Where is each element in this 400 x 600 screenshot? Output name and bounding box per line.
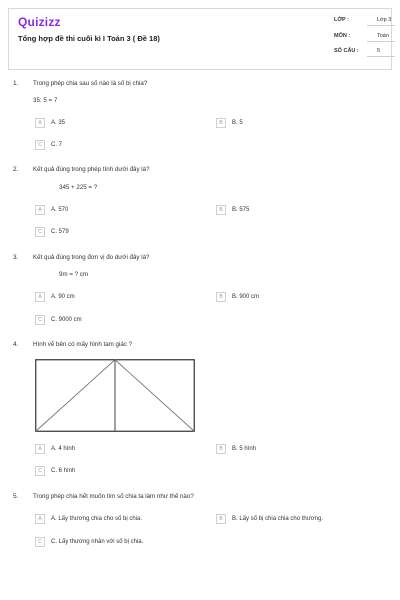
option-text: B. 5 hình — [232, 445, 257, 452]
option-letter-box: A — [35, 514, 45, 524]
option-a[interactable] — [35, 117, 65, 128]
option-c[interactable] — [35, 314, 82, 325]
option-letter-box: A — [35, 292, 45, 302]
option-c[interactable] — [35, 536, 143, 547]
meta-value-class: Lớp 3 — [367, 17, 395, 26]
option-text: B. 900 cm — [232, 293, 260, 300]
option-letter-box: B — [216, 292, 226, 302]
option-a[interactable] — [35, 513, 142, 524]
question-text: Hình vẽ bên có mấy hình tam giác ? — [33, 341, 133, 348]
question-number: 3. — [13, 254, 19, 261]
meta-value-subject: Toán — [367, 33, 395, 42]
quizizz-logo: Quizizz — [18, 15, 61, 29]
option-text: C. 579 — [51, 228, 69, 235]
option-letter-box: A — [35, 118, 45, 128]
option-text: C. 6 hình — [51, 467, 76, 474]
option-letter-box: A — [35, 444, 45, 454]
option-c[interactable] — [35, 139, 62, 150]
option-b[interactable] — [216, 513, 323, 524]
triangle-figure — [35, 359, 195, 432]
meta-label-question-count: SỐ CÂU : — [334, 48, 359, 54]
worksheet-header — [8, 8, 392, 70]
option-b[interactable] — [216, 117, 243, 128]
question-expression: 35: 5 = 7 — [33, 97, 58, 104]
option-text: B. 5 — [232, 119, 243, 126]
question-number: 4. — [13, 341, 19, 348]
option-letter-box: C — [35, 537, 45, 547]
question-number: 2. — [13, 166, 19, 173]
option-text: A. 90 cm — [51, 293, 75, 300]
meta-label-subject: MÔN : — [334, 33, 351, 39]
meta-label-class: LỚP : — [334, 17, 349, 23]
option-a[interactable] — [35, 291, 75, 302]
question-number: 5. — [13, 493, 19, 500]
option-letter-box: B — [216, 444, 226, 454]
option-b[interactable] — [216, 204, 249, 215]
question-expression: 345 + 225 = ? — [59, 184, 98, 191]
option-text: A. 4 hình — [51, 445, 76, 452]
figure-left-diagonal — [36, 360, 115, 432]
option-text: A. Lấy thương chia cho số bị chia. — [51, 515, 143, 522]
option-text: B. 575 — [232, 206, 250, 213]
question-text: Trong phép chia hết muốn tìm số chia ta làm như thế nào? — [33, 493, 194, 500]
question-text: Kết quả đúng trong đơn vị đo dưới đây là? — [33, 254, 150, 261]
question-text: Kết quả đúng trong phép tính dưới đây là? — [33, 166, 150, 173]
option-b[interactable] — [216, 443, 256, 454]
figure-right-diagonal — [115, 360, 194, 432]
option-letter-box: B — [216, 514, 226, 524]
option-letter-box: C — [35, 466, 45, 476]
option-a[interactable] — [35, 443, 75, 454]
option-c[interactable] — [35, 465, 75, 476]
question-expression: 9m = ? cm — [59, 271, 89, 278]
option-letter-box: B — [216, 205, 226, 215]
option-text: C. 9000 cm — [51, 316, 82, 323]
option-letter-box: A — [35, 205, 45, 215]
option-text: A. 35 — [51, 119, 66, 126]
option-letter-box: B — [216, 118, 226, 128]
question-text: Trong phép chia sau số nào là số bị chia? — [33, 80, 148, 87]
question-number: 1. — [13, 80, 19, 87]
option-text: B. Lấy số bị chia chia cho thương. — [232, 515, 324, 522]
option-a[interactable] — [35, 204, 68, 215]
option-letter-box: C — [35, 315, 45, 325]
meta-value-question-count: 5 — [367, 48, 395, 57]
option-c[interactable] — [35, 226, 69, 237]
worksheet-title: Tổng hợp đề thi cuối kì I Toán 3 ( Đề 18) — [18, 34, 160, 43]
option-b[interactable] — [216, 291, 259, 302]
option-text: A. 570 — [51, 206, 69, 213]
option-text: C. Lấy thương nhân với số bị chia. — [51, 538, 144, 545]
option-text: C. 7 — [51, 141, 63, 148]
option-letter-box: C — [35, 227, 45, 237]
option-letter-box: C — [35, 140, 45, 150]
